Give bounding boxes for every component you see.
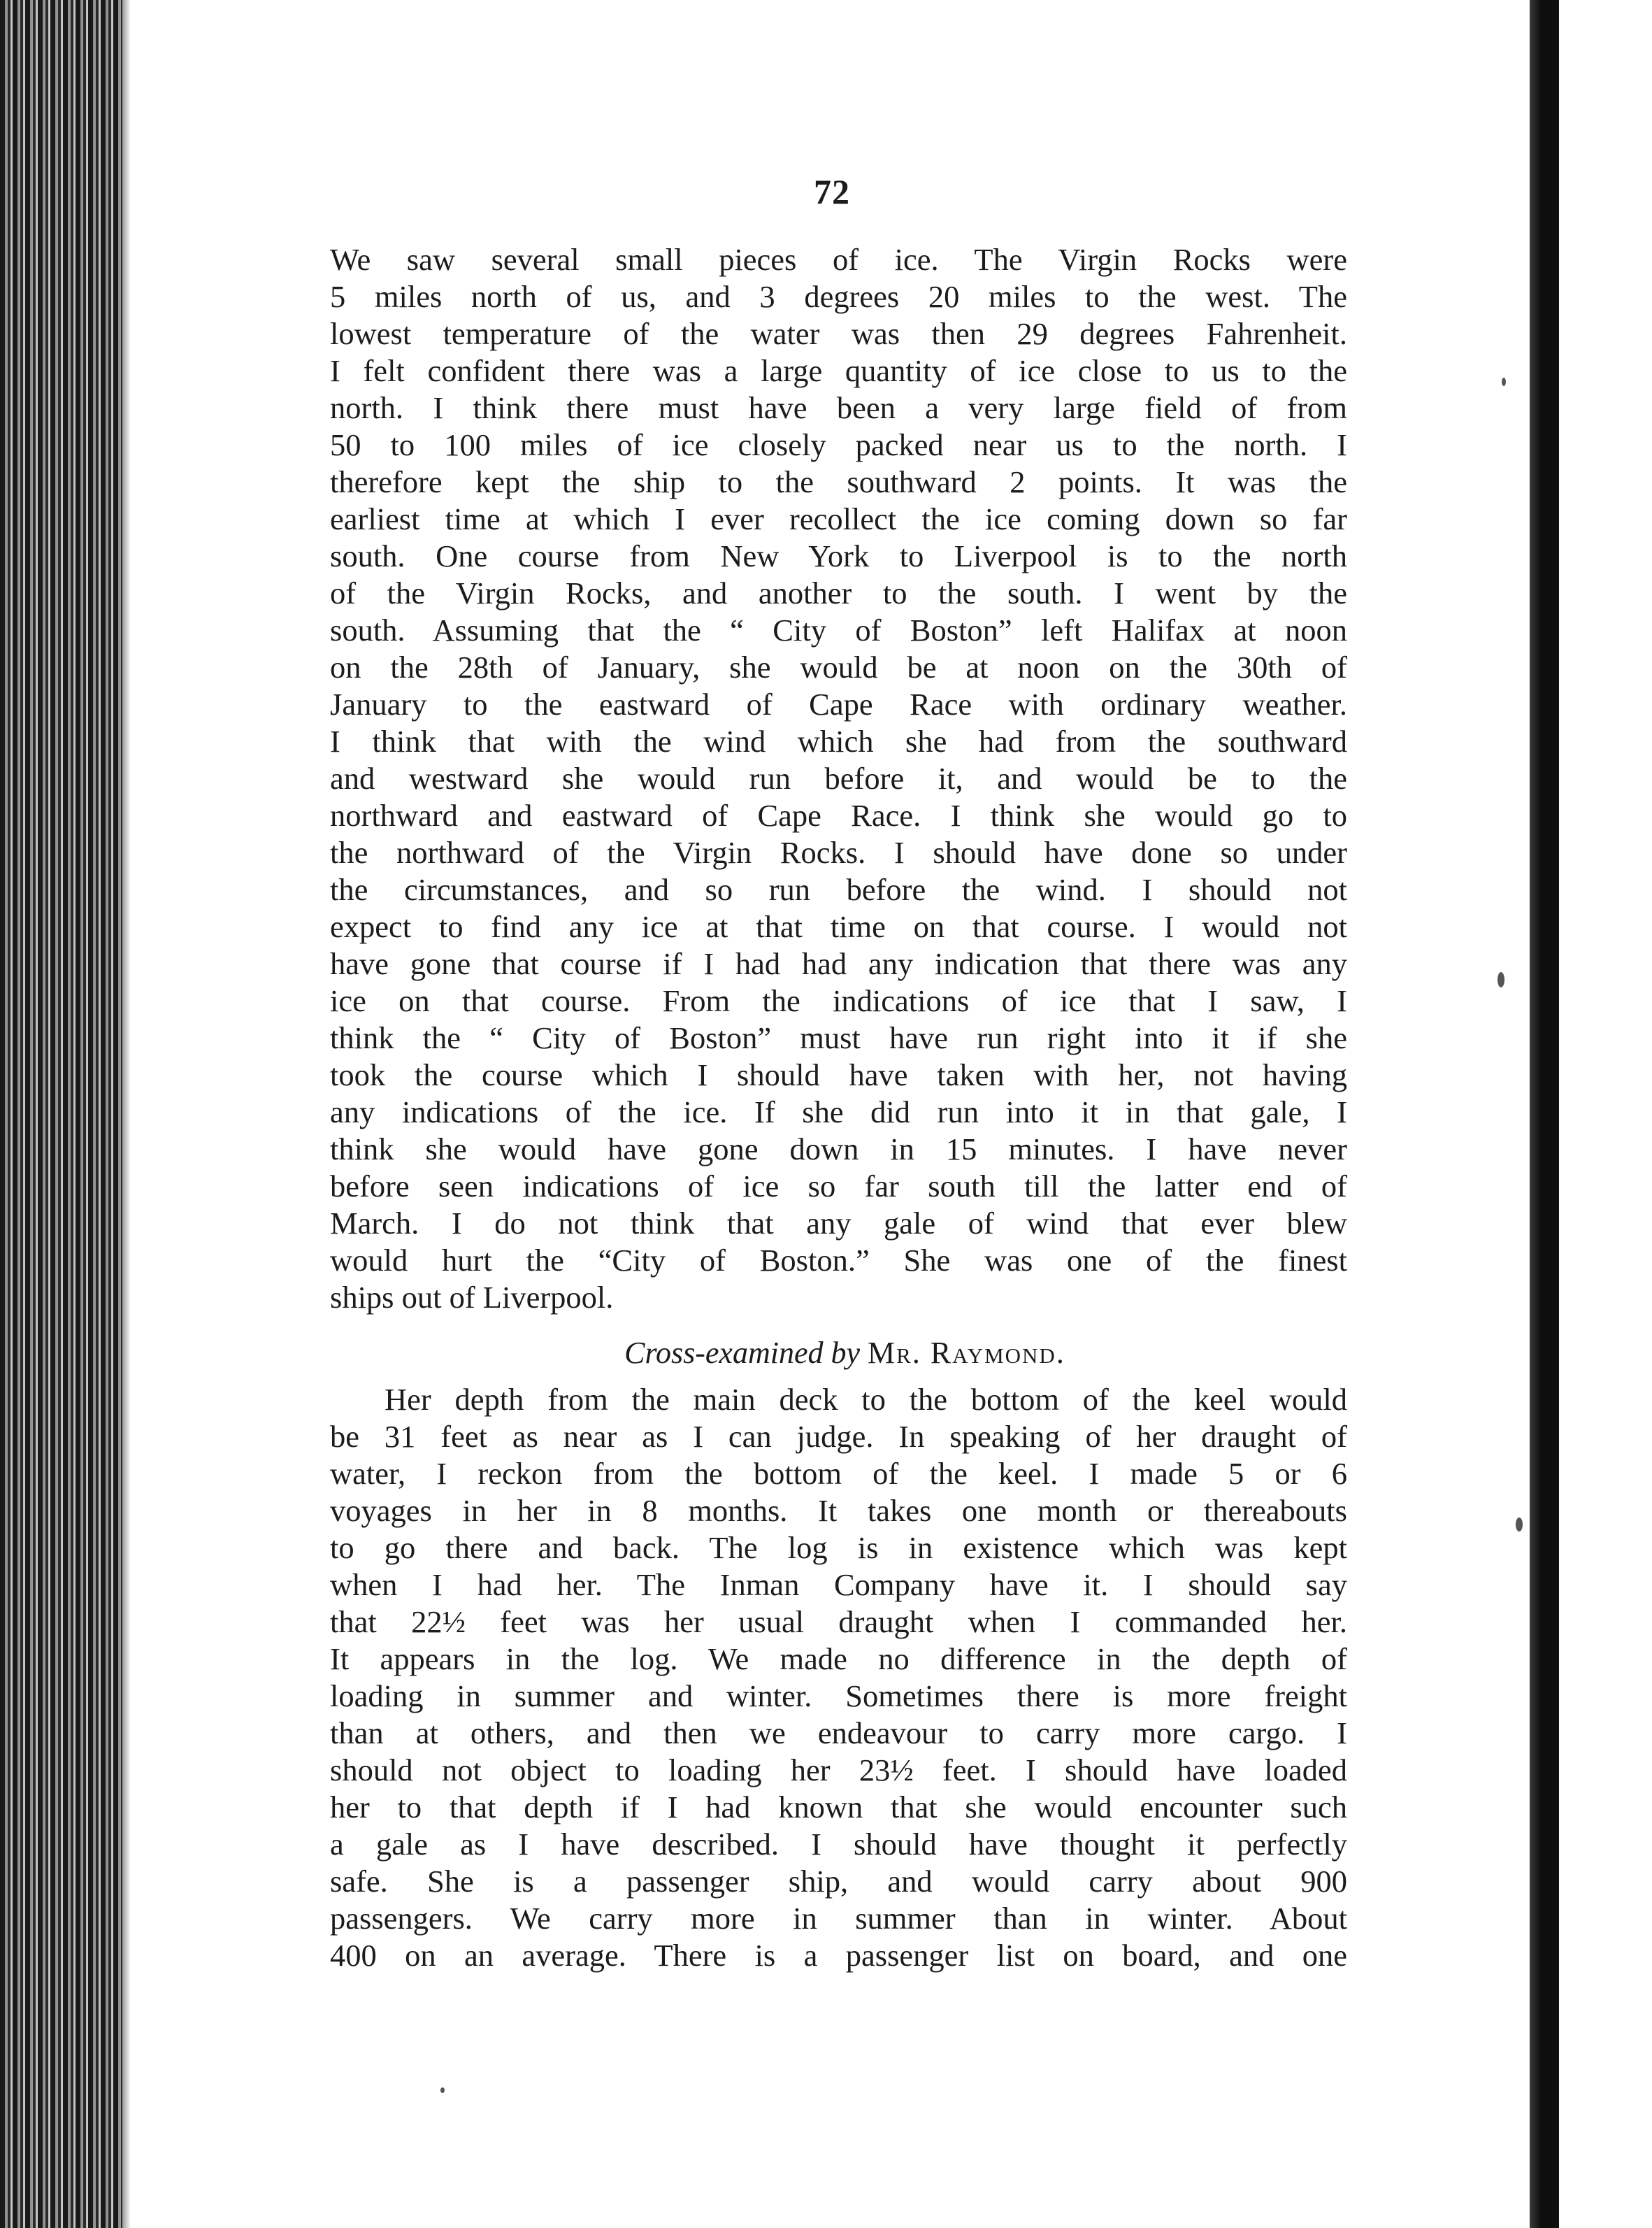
- text-line: the circumstances, and so run before the wind. I should not: [330, 872, 1347, 907]
- text-line: I think that with the wind which she had from the southward: [330, 724, 1347, 759]
- scan-speck: [440, 2087, 445, 2093]
- scan-speck: [1502, 378, 1506, 386]
- text-line: south. Assuming that the “ City of Boston” left Halifax at noon: [330, 613, 1347, 648]
- paragraph-testimony: [330, 241, 1347, 1316]
- text-line: be 31 feet as near as I can judge. In speaking of her draught of: [330, 1419, 1347, 1454]
- text-line: water, I reckon from the bottom of the keel. I made 5 or 6: [330, 1456, 1347, 1491]
- text-line: that 22½ feet was her usual draught when I commanded her.: [330, 1604, 1347, 1639]
- text-line: lowest temperature of the water was then 29 degrees Fahrenheit.: [330, 316, 1347, 351]
- book-page-edges-left: [0, 0, 122, 2228]
- text-line: any indications of the ice. If she did run into it in that gale, I: [330, 1094, 1347, 1129]
- text-line: took the course which I should have taken with her, not having: [330, 1057, 1347, 1092]
- text-line: 400 on an average. There is a passenger list on board, and one: [330, 1938, 1347, 1973]
- text-line: Her depth from the main deck to the bottom of the keel would: [385, 1382, 1347, 1417]
- text-line: south. One course from New York to Liverpool is to the north: [330, 538, 1347, 573]
- text-line: 50 to 100 miles of ice closely packed near us to the north. I: [330, 427, 1347, 462]
- text-line: a gale as I have described. I should have thought it perfectly: [330, 1827, 1347, 1862]
- text-line: should not object to loading her 23½ feet. I should have loaded: [330, 1752, 1347, 1787]
- text-line: northward and eastward of Cape Race. I think she would go to: [330, 798, 1347, 833]
- text-line: March. I do not think that any gale of wind that ever blew: [330, 1206, 1347, 1241]
- text-line: We saw several small pieces of ice. The Virgin Rocks were: [330, 242, 1347, 277]
- scan-speck: [1497, 972, 1504, 987]
- text-line: her to that depth if I had known that she would encounter such: [330, 1790, 1347, 1824]
- text-line: to go there and back. The log is in existence which was kept: [330, 1530, 1347, 1565]
- scan-speck: [1516, 1518, 1523, 1531]
- text-line: would hurt the “City of Boston.” She was one of the finest: [330, 1243, 1347, 1278]
- text-line: before seen indications of ice so far south till the latter end of: [330, 1169, 1347, 1204]
- text-line: ships out of Liverpool.: [330, 1280, 614, 1315]
- heading-name: Mr. Raymond.: [868, 1336, 1065, 1370]
- text-line: think the “ City of Boston” must have run right into it if she: [330, 1020, 1347, 1055]
- text-line: I felt confident there was a large quantity of ice close to us to the: [330, 353, 1347, 388]
- text-line: the northward of the Virgin Rocks. I should have done so under: [330, 835, 1347, 870]
- text-line: passengers. We carry more in summer than in winter. About: [330, 1901, 1347, 1936]
- text-line: It appears in the log. We made no difference in the depth of: [330, 1641, 1347, 1676]
- text-line: when I had her. The Inman Company have it. I should say: [330, 1567, 1347, 1602]
- text-line: January to the eastward of Cape Race with ordinary weather.: [330, 687, 1347, 722]
- text-line: think she would have gone down in 15 minutes. I have never: [330, 1131, 1347, 1166]
- text-line: safe. She is a passenger ship, and would carry about 900: [330, 1864, 1347, 1899]
- text-line: of the Virgin Rocks, and another to the south. I went by the: [330, 576, 1347, 610]
- text-line: and westward she would run before it, and would be to the: [330, 761, 1347, 796]
- section-heading: [330, 1334, 1347, 1371]
- page-number: 72: [814, 172, 850, 211]
- text-line: voyages in her in 8 months. It takes one month or thereabouts: [330, 1493, 1347, 1528]
- heading-italic-text: Cross-examined by: [624, 1336, 861, 1370]
- paragraph-cross-examination: [330, 1381, 1347, 1974]
- text-line: 5 miles north of us, and 3 degrees 20 miles to the west. The: [330, 279, 1347, 314]
- text-line: on the 28th of January, she would be at noon on the 30th of: [330, 650, 1347, 685]
- text-line: loading in summer and winter. Sometimes there is more freight: [330, 1678, 1347, 1713]
- text-line: expect to find any ice at that time on that course. I would not: [330, 909, 1347, 944]
- text-line: ice on that course. From the indications of ice that I saw, I: [330, 983, 1347, 1018]
- text-line: north. I think there must have been a very large field of from: [330, 390, 1347, 425]
- text-line: have gone that course if I had had any indication that there was any: [330, 946, 1347, 981]
- text-line: than at others, and then we endeavour to carry more cargo. I: [330, 1715, 1347, 1750]
- page-body-text: [330, 241, 1347, 1974]
- text-line: therefore kept the ship to the southward 2 points. It was the: [330, 464, 1347, 499]
- text-line: earliest time at which I ever recollect the ice coming down so far: [330, 501, 1347, 536]
- book-binding-edge-right: [1530, 0, 1652, 2228]
